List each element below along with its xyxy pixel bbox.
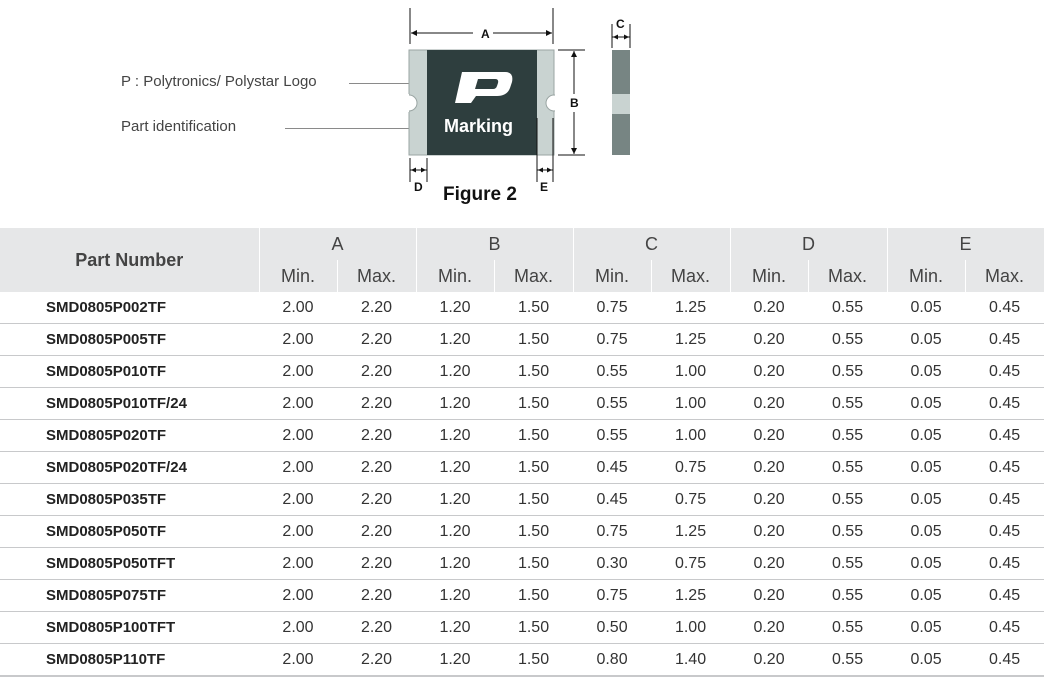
min-header: Min.: [887, 260, 965, 292]
dimension-value-cell: 2.00: [259, 324, 337, 356]
dimension-value-cell: 0.55: [808, 612, 887, 644]
dimension-value-cell: 1.20: [416, 388, 494, 420]
part-number-cell: SMD0805P050TFT: [0, 548, 259, 580]
dimension-value-cell: 2.20: [337, 452, 416, 484]
dimension-value-cell: 1.20: [416, 324, 494, 356]
dimension-value-cell: 0.05: [887, 644, 965, 677]
dimension-value-cell: 0.75: [651, 452, 730, 484]
figure-2: [0, 0, 1044, 220]
dimension-b-label: B: [570, 96, 579, 110]
part-number-cell: SMD0805P100TFT: [0, 612, 259, 644]
dimension-value-cell: 0.05: [887, 516, 965, 548]
dimension-value-cell: 2.00: [259, 548, 337, 580]
dimension-value-cell: 2.20: [337, 388, 416, 420]
table-row: [0, 356, 1044, 388]
dimension-value-cell: 0.55: [573, 388, 651, 420]
dimensions-table: [0, 228, 1044, 677]
table-row: [0, 548, 1044, 580]
dimension-value-cell: 0.45: [965, 580, 1044, 612]
logo-callout-label: P : Polytronics/ Polystar Logo: [121, 73, 317, 90]
dimension-d-label: D: [414, 180, 423, 194]
dimension-value-cell: 0.30: [573, 548, 651, 580]
dimension-value-cell: 0.45: [965, 324, 1044, 356]
dimension-value-cell: 0.20: [730, 324, 808, 356]
dimension-value-cell: 0.55: [808, 452, 887, 484]
max-header: Max.: [494, 260, 573, 292]
dimension-value-cell: 0.55: [808, 388, 887, 420]
dimension-value-cell: 0.55: [573, 420, 651, 452]
dimension-value-cell: 0.55: [808, 548, 887, 580]
figure-caption: Figure 2: [443, 184, 517, 205]
dimension-e-label: E: [540, 180, 549, 194]
dimension-value-cell: 0.55: [808, 644, 887, 677]
min-header: Min.: [416, 260, 494, 292]
dimension-d-arrow: [410, 158, 427, 182]
part-number-cell: SMD0805P002TF: [0, 292, 259, 324]
table-row: [0, 644, 1044, 677]
dimension-value-cell: 1.25: [651, 580, 730, 612]
dimension-value-cell: 1.20: [416, 452, 494, 484]
dimension-value-cell: 1.20: [416, 644, 494, 677]
table-row: [0, 452, 1044, 484]
dimension-value-cell: 2.20: [337, 356, 416, 388]
chip-drawing: [0, 0, 1044, 220]
part-number-cell: SMD0805P020TF/24: [0, 452, 259, 484]
dimension-value-cell: 1.50: [494, 452, 573, 484]
part-number-cell: SMD0805P050TF: [0, 516, 259, 548]
dimension-value-cell: 2.00: [259, 356, 337, 388]
dimension-value-cell: 0.55: [808, 420, 887, 452]
max-header: Max.: [337, 260, 416, 292]
min-header: Min.: [730, 260, 808, 292]
max-header: Max.: [965, 260, 1044, 292]
part-id-callout-label: Part identification: [121, 118, 237, 135]
dimension-value-cell: 0.05: [887, 356, 965, 388]
part-number-cell: SMD0805P010TF: [0, 356, 259, 388]
group-header-a: A: [259, 228, 416, 260]
dimension-value-cell: 0.05: [887, 324, 965, 356]
dimension-value-cell: 0.75: [573, 324, 651, 356]
dimension-value-cell: 0.05: [887, 548, 965, 580]
dimension-value-cell: 0.20: [730, 292, 808, 324]
dimension-value-cell: 2.00: [259, 516, 337, 548]
dimension-value-cell: 0.45: [965, 548, 1044, 580]
dimension-value-cell: 0.45: [965, 388, 1044, 420]
dimension-value-cell: 1.50: [494, 292, 573, 324]
dimension-value-cell: 2.00: [259, 388, 337, 420]
chip-top-view: [398, 50, 566, 155]
dimension-value-cell: 0.55: [808, 516, 887, 548]
table-row: [0, 388, 1044, 420]
dimension-value-cell: 2.20: [337, 484, 416, 516]
dimension-value-cell: 2.00: [259, 292, 337, 324]
dimension-value-cell: 0.05: [887, 292, 965, 324]
dimension-value-cell: 0.55: [808, 356, 887, 388]
dimension-value-cell: 0.55: [808, 292, 887, 324]
table-row: [0, 516, 1044, 548]
dimension-a-label: A: [478, 27, 493, 41]
part-number-cell: SMD0805P110TF: [0, 644, 259, 677]
dimension-value-cell: 1.25: [651, 516, 730, 548]
dimension-value-cell: 0.20: [730, 644, 808, 677]
dimension-value-cell: 0.50: [573, 612, 651, 644]
dimension-value-cell: 2.00: [259, 484, 337, 516]
dimension-value-cell: 2.00: [259, 644, 337, 677]
dimension-value-cell: 1.00: [651, 356, 730, 388]
dimension-value-cell: 0.20: [730, 612, 808, 644]
min-header: Min.: [259, 260, 337, 292]
dimension-value-cell: 2.20: [337, 292, 416, 324]
dimension-value-cell: 0.20: [730, 452, 808, 484]
min-header: Min.: [573, 260, 651, 292]
dimension-value-cell: 0.45: [965, 292, 1044, 324]
table-row: [0, 612, 1044, 644]
dimension-value-cell: 0.45: [965, 644, 1044, 677]
dimension-value-cell: 0.55: [573, 356, 651, 388]
dimension-value-cell: 0.45: [965, 484, 1044, 516]
dimension-value-cell: 1.50: [494, 548, 573, 580]
dimension-value-cell: 0.45: [573, 452, 651, 484]
dimension-value-cell: 2.00: [259, 612, 337, 644]
table-row: [0, 324, 1044, 356]
dimension-value-cell: 2.20: [337, 516, 416, 548]
dimension-value-cell: 0.05: [887, 484, 965, 516]
dimension-value-cell: 0.20: [730, 356, 808, 388]
dimension-value-cell: 2.20: [337, 580, 416, 612]
dimension-value-cell: 0.75: [573, 580, 651, 612]
chip-marking-text: Marking: [444, 116, 514, 136]
dimension-value-cell: 1.20: [416, 580, 494, 612]
table-body: [0, 292, 1044, 676]
dimension-value-cell: 0.45: [965, 516, 1044, 548]
dimension-value-cell: 1.50: [494, 420, 573, 452]
dimension-value-cell: 0.45: [965, 612, 1044, 644]
part-number-header: Part Number: [0, 228, 259, 292]
dimension-value-cell: 1.20: [416, 516, 494, 548]
dimension-value-cell: 1.50: [494, 644, 573, 677]
table-row: [0, 420, 1044, 452]
group-header-b: B: [416, 228, 573, 260]
dimension-value-cell: 0.20: [730, 420, 808, 452]
chip-side-view: [612, 50, 630, 155]
table-row: [0, 484, 1044, 516]
dimension-value-cell: 0.45: [573, 484, 651, 516]
dimension-value-cell: 0.55: [808, 324, 887, 356]
max-header: Max.: [808, 260, 887, 292]
dimension-value-cell: 0.20: [730, 516, 808, 548]
dimension-value-cell: 1.20: [416, 612, 494, 644]
dimension-value-cell: 0.20: [730, 580, 808, 612]
dimension-value-cell: 2.20: [337, 324, 416, 356]
dimension-value-cell: 1.50: [494, 484, 573, 516]
dimension-value-cell: 0.05: [887, 612, 965, 644]
max-header: Max.: [651, 260, 730, 292]
dimension-value-cell: 2.00: [259, 580, 337, 612]
dimension-value-cell: 0.75: [573, 516, 651, 548]
table-row: [0, 580, 1044, 612]
dimension-value-cell: 1.20: [416, 420, 494, 452]
dimension-value-cell: 2.00: [259, 420, 337, 452]
dimension-value-cell: 0.75: [573, 292, 651, 324]
dimension-value-cell: 2.20: [337, 644, 416, 677]
dimension-value-cell: 0.55: [808, 580, 887, 612]
dimension-value-cell: 1.20: [416, 292, 494, 324]
dimension-value-cell: 0.20: [730, 484, 808, 516]
part-number-cell: SMD0805P010TF/24: [0, 388, 259, 420]
table-row: [0, 292, 1044, 324]
dimension-value-cell: 1.00: [651, 612, 730, 644]
dimension-value-cell: 1.00: [651, 420, 730, 452]
dimension-value-cell: 0.45: [965, 420, 1044, 452]
dimension-value-cell: 1.50: [494, 356, 573, 388]
dimension-value-cell: 1.20: [416, 548, 494, 580]
part-number-cell: SMD0805P005TF: [0, 324, 259, 356]
part-number-cell: SMD0805P020TF: [0, 420, 259, 452]
group-header-d: D: [730, 228, 887, 260]
dimension-value-cell: 0.80: [573, 644, 651, 677]
dimension-value-cell: 0.05: [887, 580, 965, 612]
dimension-value-cell: 0.20: [730, 388, 808, 420]
dimension-value-cell: 1.50: [494, 580, 573, 612]
dimension-value-cell: 1.50: [494, 388, 573, 420]
dimension-value-cell: 1.00: [651, 388, 730, 420]
dimension-value-cell: 1.50: [494, 516, 573, 548]
group-header-c: C: [573, 228, 730, 260]
dimension-value-cell: 2.20: [337, 612, 416, 644]
group-header-e: E: [887, 228, 1044, 260]
dimension-value-cell: 0.05: [887, 420, 965, 452]
dimension-value-cell: 0.05: [887, 388, 965, 420]
dimension-value-cell: 0.20: [730, 548, 808, 580]
dimension-value-cell: 1.20: [416, 484, 494, 516]
dimension-value-cell: 2.20: [337, 420, 416, 452]
dimension-value-cell: 1.25: [651, 292, 730, 324]
dimension-value-cell: 1.50: [494, 324, 573, 356]
dimension-value-cell: 2.20: [337, 548, 416, 580]
dimension-value-cell: 1.50: [494, 612, 573, 644]
dimension-value-cell: 0.45: [965, 356, 1044, 388]
dimension-value-cell: 0.45: [965, 452, 1044, 484]
dimension-value-cell: 1.40: [651, 644, 730, 677]
dimension-value-cell: 2.00: [259, 452, 337, 484]
part-number-cell: SMD0805P075TF: [0, 580, 259, 612]
part-number-cell: SMD0805P035TF: [0, 484, 259, 516]
dimension-c-label: C: [616, 17, 625, 31]
dimension-value-cell: 0.75: [651, 484, 730, 516]
dimension-value-cell: 1.25: [651, 324, 730, 356]
dimension-value-cell: 0.75: [651, 548, 730, 580]
dimension-value-cell: 1.20: [416, 356, 494, 388]
table-group-header-row: [0, 228, 1044, 260]
dimension-value-cell: 0.05: [887, 452, 965, 484]
dimension-value-cell: 0.55: [808, 484, 887, 516]
